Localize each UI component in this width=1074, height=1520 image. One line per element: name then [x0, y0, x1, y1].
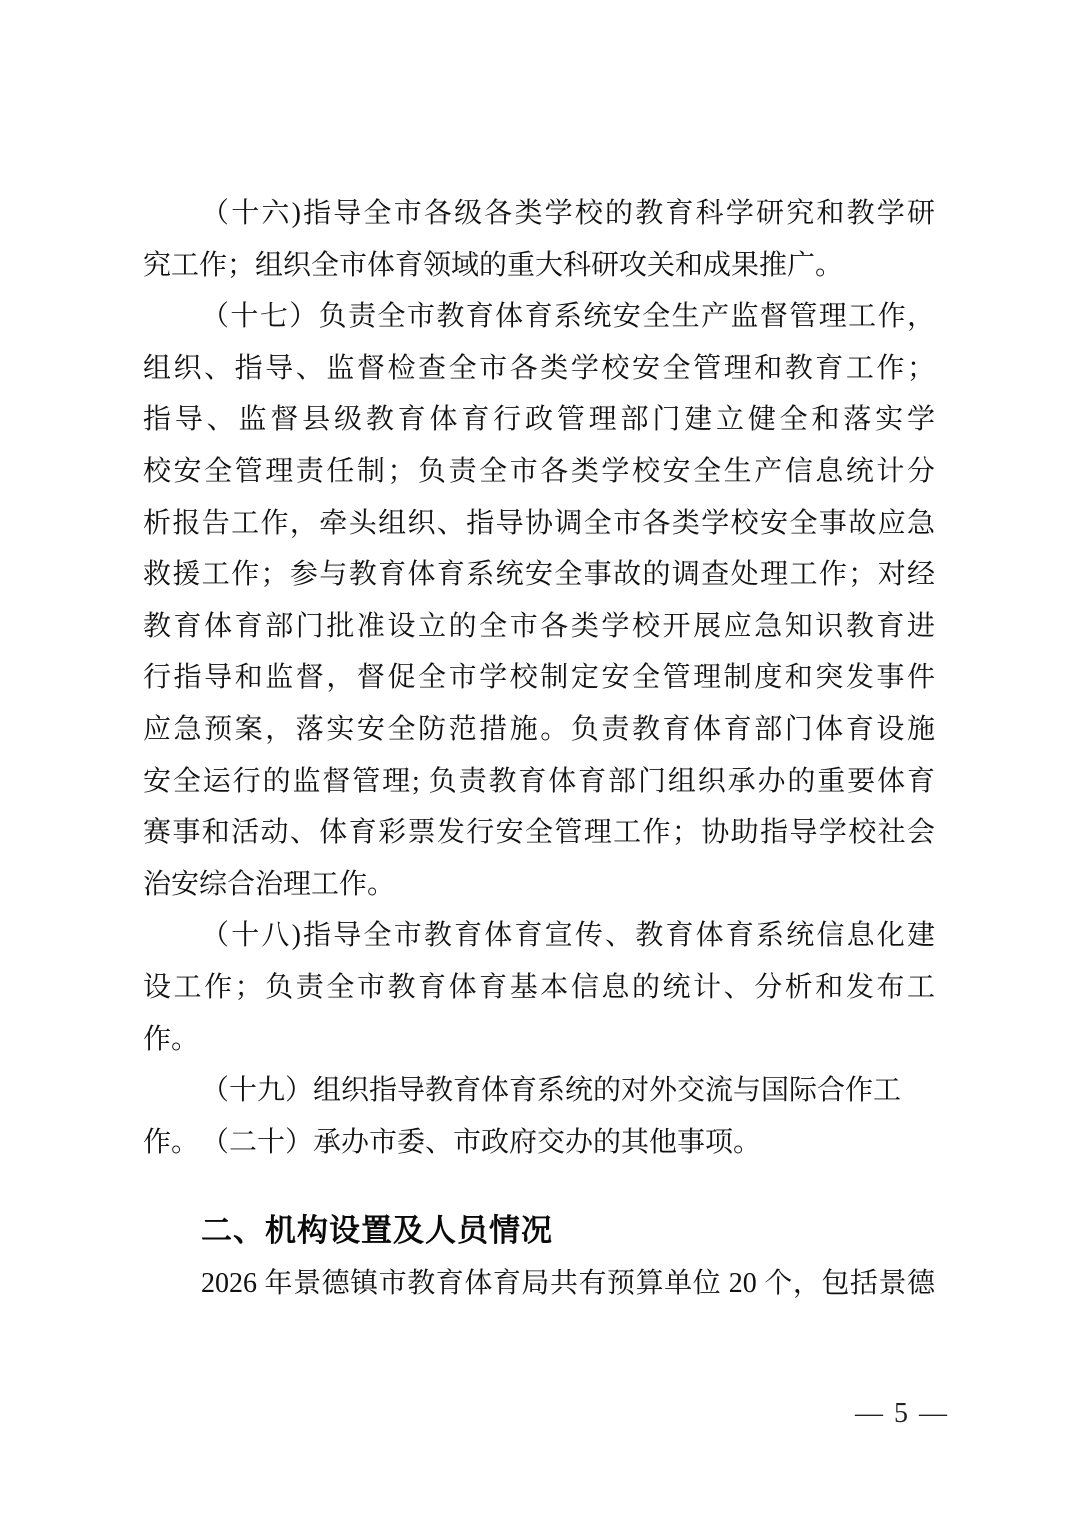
body-line: 究工作；组织全市体育领域的重大科研攻关和成果推广。: [143, 249, 844, 281]
page-number: — 5 —: [855, 1398, 949, 1429]
body-line: 赛事和活动、体育彩票发行安全管理工作；协助指导学校社会: [143, 817, 935, 849]
body-line: （二十）承办市委、市政府交办的其他事项。: [201, 1126, 762, 1158]
body-line: （十八)指导全市教育体育宣传、教育体育系统信息化建: [201, 920, 935, 952]
body-line: （十七）负责全市教育体育系统安全生产监督管理工作，: [201, 301, 935, 333]
body-line: 析报告工作，牵头组织、指导协调全市各类学校安全事故应急: [143, 507, 935, 539]
section-heading: 二、机构设置及人员情况: [201, 1213, 553, 1249]
body-line: 校安全管理责任制；负责全市各类学校安全生产信息统计分: [143, 455, 935, 487]
body-line: 教育体育部门批准设立的全市各类学校开展应急知识教育进: [143, 610, 935, 642]
document-body: [143, 188, 935, 1310]
body-line: 设工作；负责全市教育体育基本信息的统计、分析和发布工: [143, 971, 935, 1003]
body-line: 作。: [143, 1023, 200, 1055]
body-line: （十九）组织指导教育体育系统的对外交流与国际合作工作。: [143, 1075, 902, 1158]
body-line: 治安综合治理工作。: [143, 868, 396, 900]
body-line: （十六)指导全市各级各类学校的教育科学研究和教学研: [201, 198, 935, 229]
body-line: 指导、监督县级教育体育行政管理部门建立健全和落实学: [143, 404, 935, 436]
body-line: 2026 年景德镇市教育体育局共有预算单位 20 个，包括景德: [201, 1268, 935, 1300]
body-line: 组织、指导、监督检查全市各类学校安全管理和教育工作；: [143, 352, 935, 384]
body-line: 行指导和监督，督促全市学校制定安全管理制度和突发事件: [143, 662, 935, 694]
body-line: 应急预案，落实安全防范措施。负责教育体育部门体育设施: [143, 713, 935, 745]
body-line: 安全运行的监督管理; 负责教育体育部门组织承办的重要体育: [143, 765, 935, 797]
body-line: 救援工作；参与教育体育系统安全事故的调查处理工作；对经: [143, 559, 935, 591]
